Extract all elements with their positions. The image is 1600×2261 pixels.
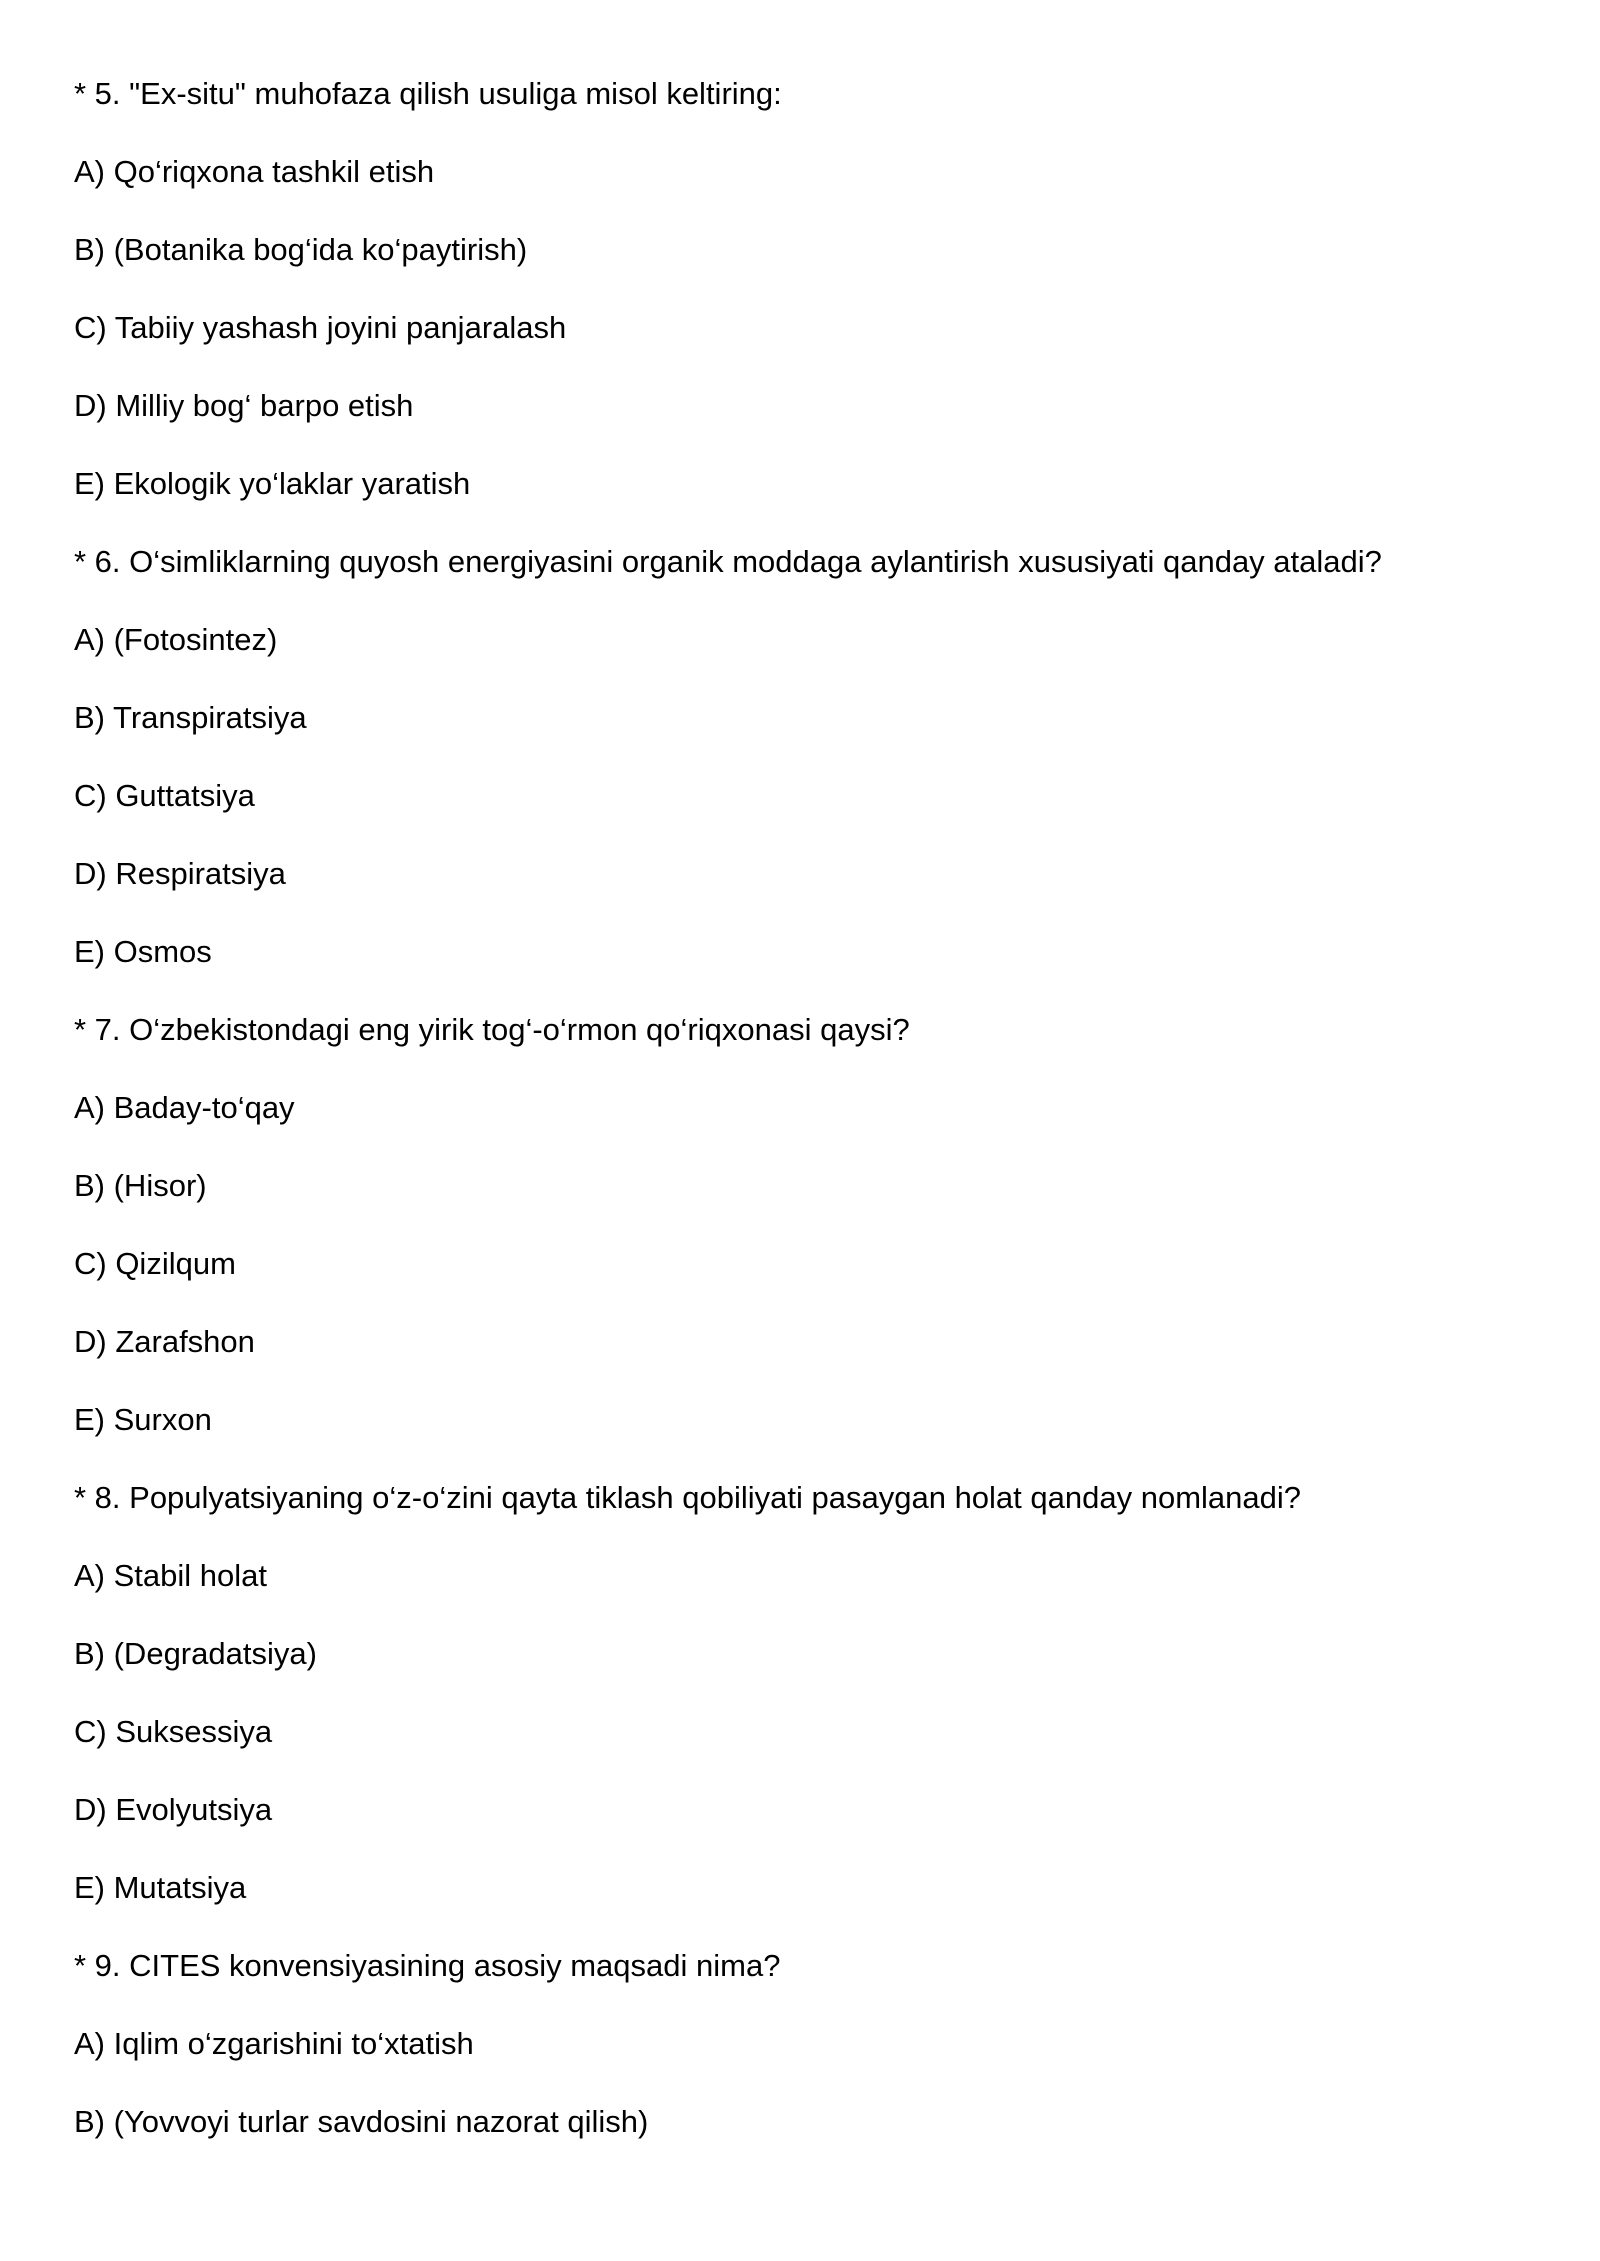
question-5-option-b: B) (Botanika bog‘ida ko‘paytirish) xyxy=(74,232,528,267)
question-8-text: * 8. Populyatsiyaning o‘z-o‘zini qayta tiklash qobiliyati pasaygan holat qanday nomlanadi? xyxy=(74,1480,1301,1515)
question-5-text: * 5. "Ex-situ" muhofaza qilish usuliga misol keltiring: xyxy=(74,76,782,111)
question-5-option-a: A) Qo‘riqxona tashkil etish xyxy=(74,154,435,189)
question-5-option-d: D) Milliy bog‘ barpo etish xyxy=(74,388,414,423)
question-5-option-c: C) Tabiiy yashash joyini panjaralash xyxy=(74,310,567,345)
question-8-option-b: B) (Degradatsiya) xyxy=(74,1636,317,1671)
question-7-option-a: A) Baday-to‘qay xyxy=(74,1090,295,1125)
question-7-option-b: B) (Hisor) xyxy=(74,1168,207,1203)
question-7-option-c: C) Qizilqum xyxy=(74,1246,236,1281)
question-6-option-b: B) Transpiratsiya xyxy=(74,700,307,735)
question-8-option-e: E) Mutatsiya xyxy=(74,1870,247,1905)
question-6-option-e: E) Osmos xyxy=(74,934,212,969)
question-6-option-d: D) Respiratsiya xyxy=(74,856,286,891)
question-9-option-a: A) Iqlim o‘zgarishini to‘xtatish xyxy=(74,2026,474,2061)
question-8-option-c: C) Suksessiya xyxy=(74,1714,273,1749)
question-9-option-b: B) (Yovvoyi turlar savdosini nazorat qilish) xyxy=(74,2104,649,2139)
question-6-option-a: A) (Fotosintez) xyxy=(74,622,278,657)
question-7-option-e: E) Surxon xyxy=(74,1402,212,1437)
question-6-option-c: C) Guttatsiya xyxy=(74,778,255,813)
question-7-option-d: D) Zarafshon xyxy=(74,1324,255,1359)
question-5-option-e: E) Ekologik yo‘laklar yaratish xyxy=(74,466,471,501)
question-7-text: * 7. O‘zbekistondagi eng yirik tog‘-o‘rmon qo‘riqxonasi qaysi? xyxy=(74,1012,910,1047)
question-8-option-a: A) Stabil holat xyxy=(74,1558,267,1593)
question-6-text: * 6. O‘simliklarning quyosh energiyasini organik moddaga aylantirish xususiyati qanday ataladi? xyxy=(74,544,1382,579)
question-8-option-d: D) Evolyutsiya xyxy=(74,1792,273,1827)
question-9-text: * 9. CITES konvensiyasining asosiy maqsadi nima? xyxy=(74,1948,781,1983)
